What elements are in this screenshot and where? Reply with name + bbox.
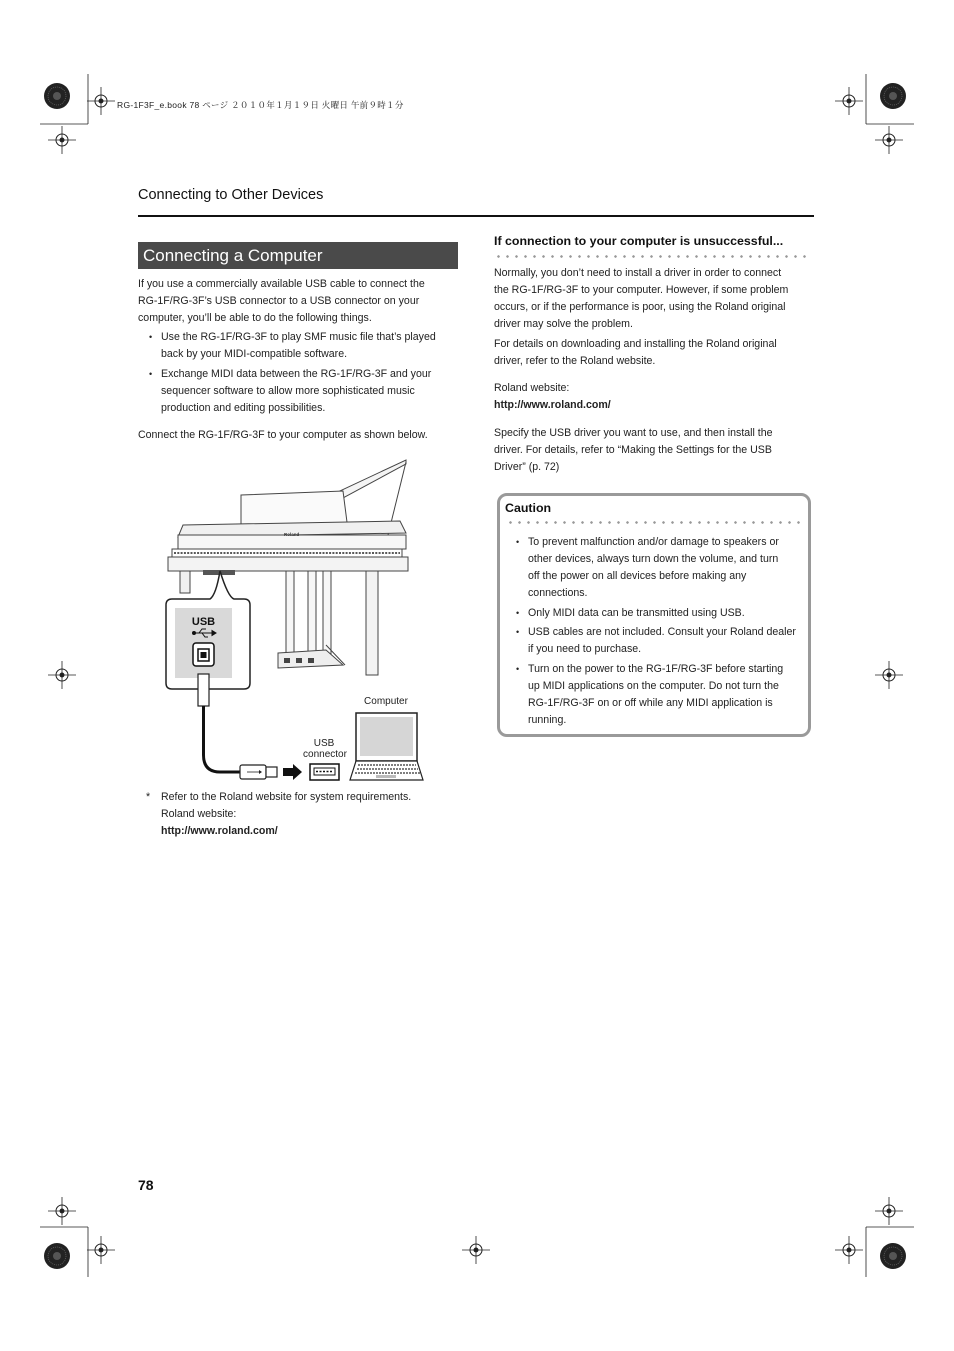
download-paragraph: For details on downloading and installing the Roland original driver, refer to the Roland website. (494, 338, 777, 367)
roland-website-link[interactable]: http://www.roland.com/ (161, 825, 278, 837)
list-item: • To prevent malfunction and/or damage to speakers or other devices, always turn down the volume, and turn off the power on all devices before making any connections. (505, 534, 807, 602)
usb-cable (204, 706, 241, 772)
brand-logo: Roland (284, 532, 300, 537)
caution-list (505, 534, 807, 729)
caution-title: Caution (505, 501, 552, 515)
caution-dotted-divider (506, 521, 802, 524)
usb-label: USB (191, 616, 216, 628)
note-asterisk: * (146, 791, 151, 803)
connect-instruction: Connect the RG-1F/RG-3F to your computer as shown below. (138, 429, 428, 441)
intro-paragraph: If you use a commercially available USB cable to connect the RG-1F/RG-3F’s USB connector to a USB connector on your computer, you’ll be able to do the following things. (138, 278, 425, 324)
list-item: • Only MIDI data can be transmitted using USB. (505, 605, 807, 622)
laptop-computer-icon (350, 713, 423, 780)
system-requirements-note: Refer to the Roland website for system requirements. Roland website: http://www.roland.com/ (161, 789, 461, 840)
roland-website-link[interactable]: http://www.roland.com/ (494, 399, 611, 411)
usb-b-port-icon (193, 643, 214, 666)
install-paragraph: Specify the USB driver you want to use, and then install the driver. For details, refer to “Making the Settings for the USB Driver” (p. 72) (494, 427, 773, 473)
file-slug: RG-1F3F_e.book 78 ページ ２０１０年１月１９日 火曜日 午前９時１分 (117, 100, 404, 110)
website-block: Roland website: http://www.roland.com/ (494, 380, 814, 414)
bullet-list (138, 329, 463, 417)
usb-connector-label-line2: connector (303, 749, 347, 760)
header-rule (138, 215, 814, 217)
section-header: Connecting to Other Devices (138, 187, 324, 203)
computer-label: Computer (364, 696, 408, 707)
troubleshoot-heading: If connection to your computer is unsuccessful... (494, 234, 784, 248)
list-item: • Use the RG-1F/RG-3F to play SMF music file that’s played back by your MIDI-compatible software. (138, 329, 463, 363)
page-number: 78 (138, 1177, 154, 1193)
dotted-divider (494, 255, 812, 258)
list-item: • Exchange MIDI data between the RG-1F/RG-3F and your sequencer software to allow more sophisticated music production and editing possibilities. (138, 366, 463, 417)
page-title: Connecting a Computer (138, 242, 458, 269)
usb-a-plug-icon (240, 765, 277, 779)
connection-diagram (138, 455, 438, 785)
list-item: • Turn on the power to the RG-1F/RG-3F before starting up MIDI applications on the computer. Do not turn the RG-1F/RG-3F on or off while any MIDI application is running. (505, 661, 807, 729)
usb-b-plug-icon (198, 674, 209, 706)
driver-paragraph: Normally, you don’t need to install a driver in order to connect the RG-1F/RG-3F to your computer. However, if some problem occurs, or if the performance is poor, using the Roland original driver may solve the problem. (494, 267, 789, 330)
usb-a-port-icon (310, 764, 339, 780)
usb-connector-label-line1: USB (313, 738, 335, 749)
arrow-right-icon (283, 764, 302, 780)
list-item: • USB cables are not included. Consult your Roland dealer if you need to purchase. (505, 624, 807, 658)
